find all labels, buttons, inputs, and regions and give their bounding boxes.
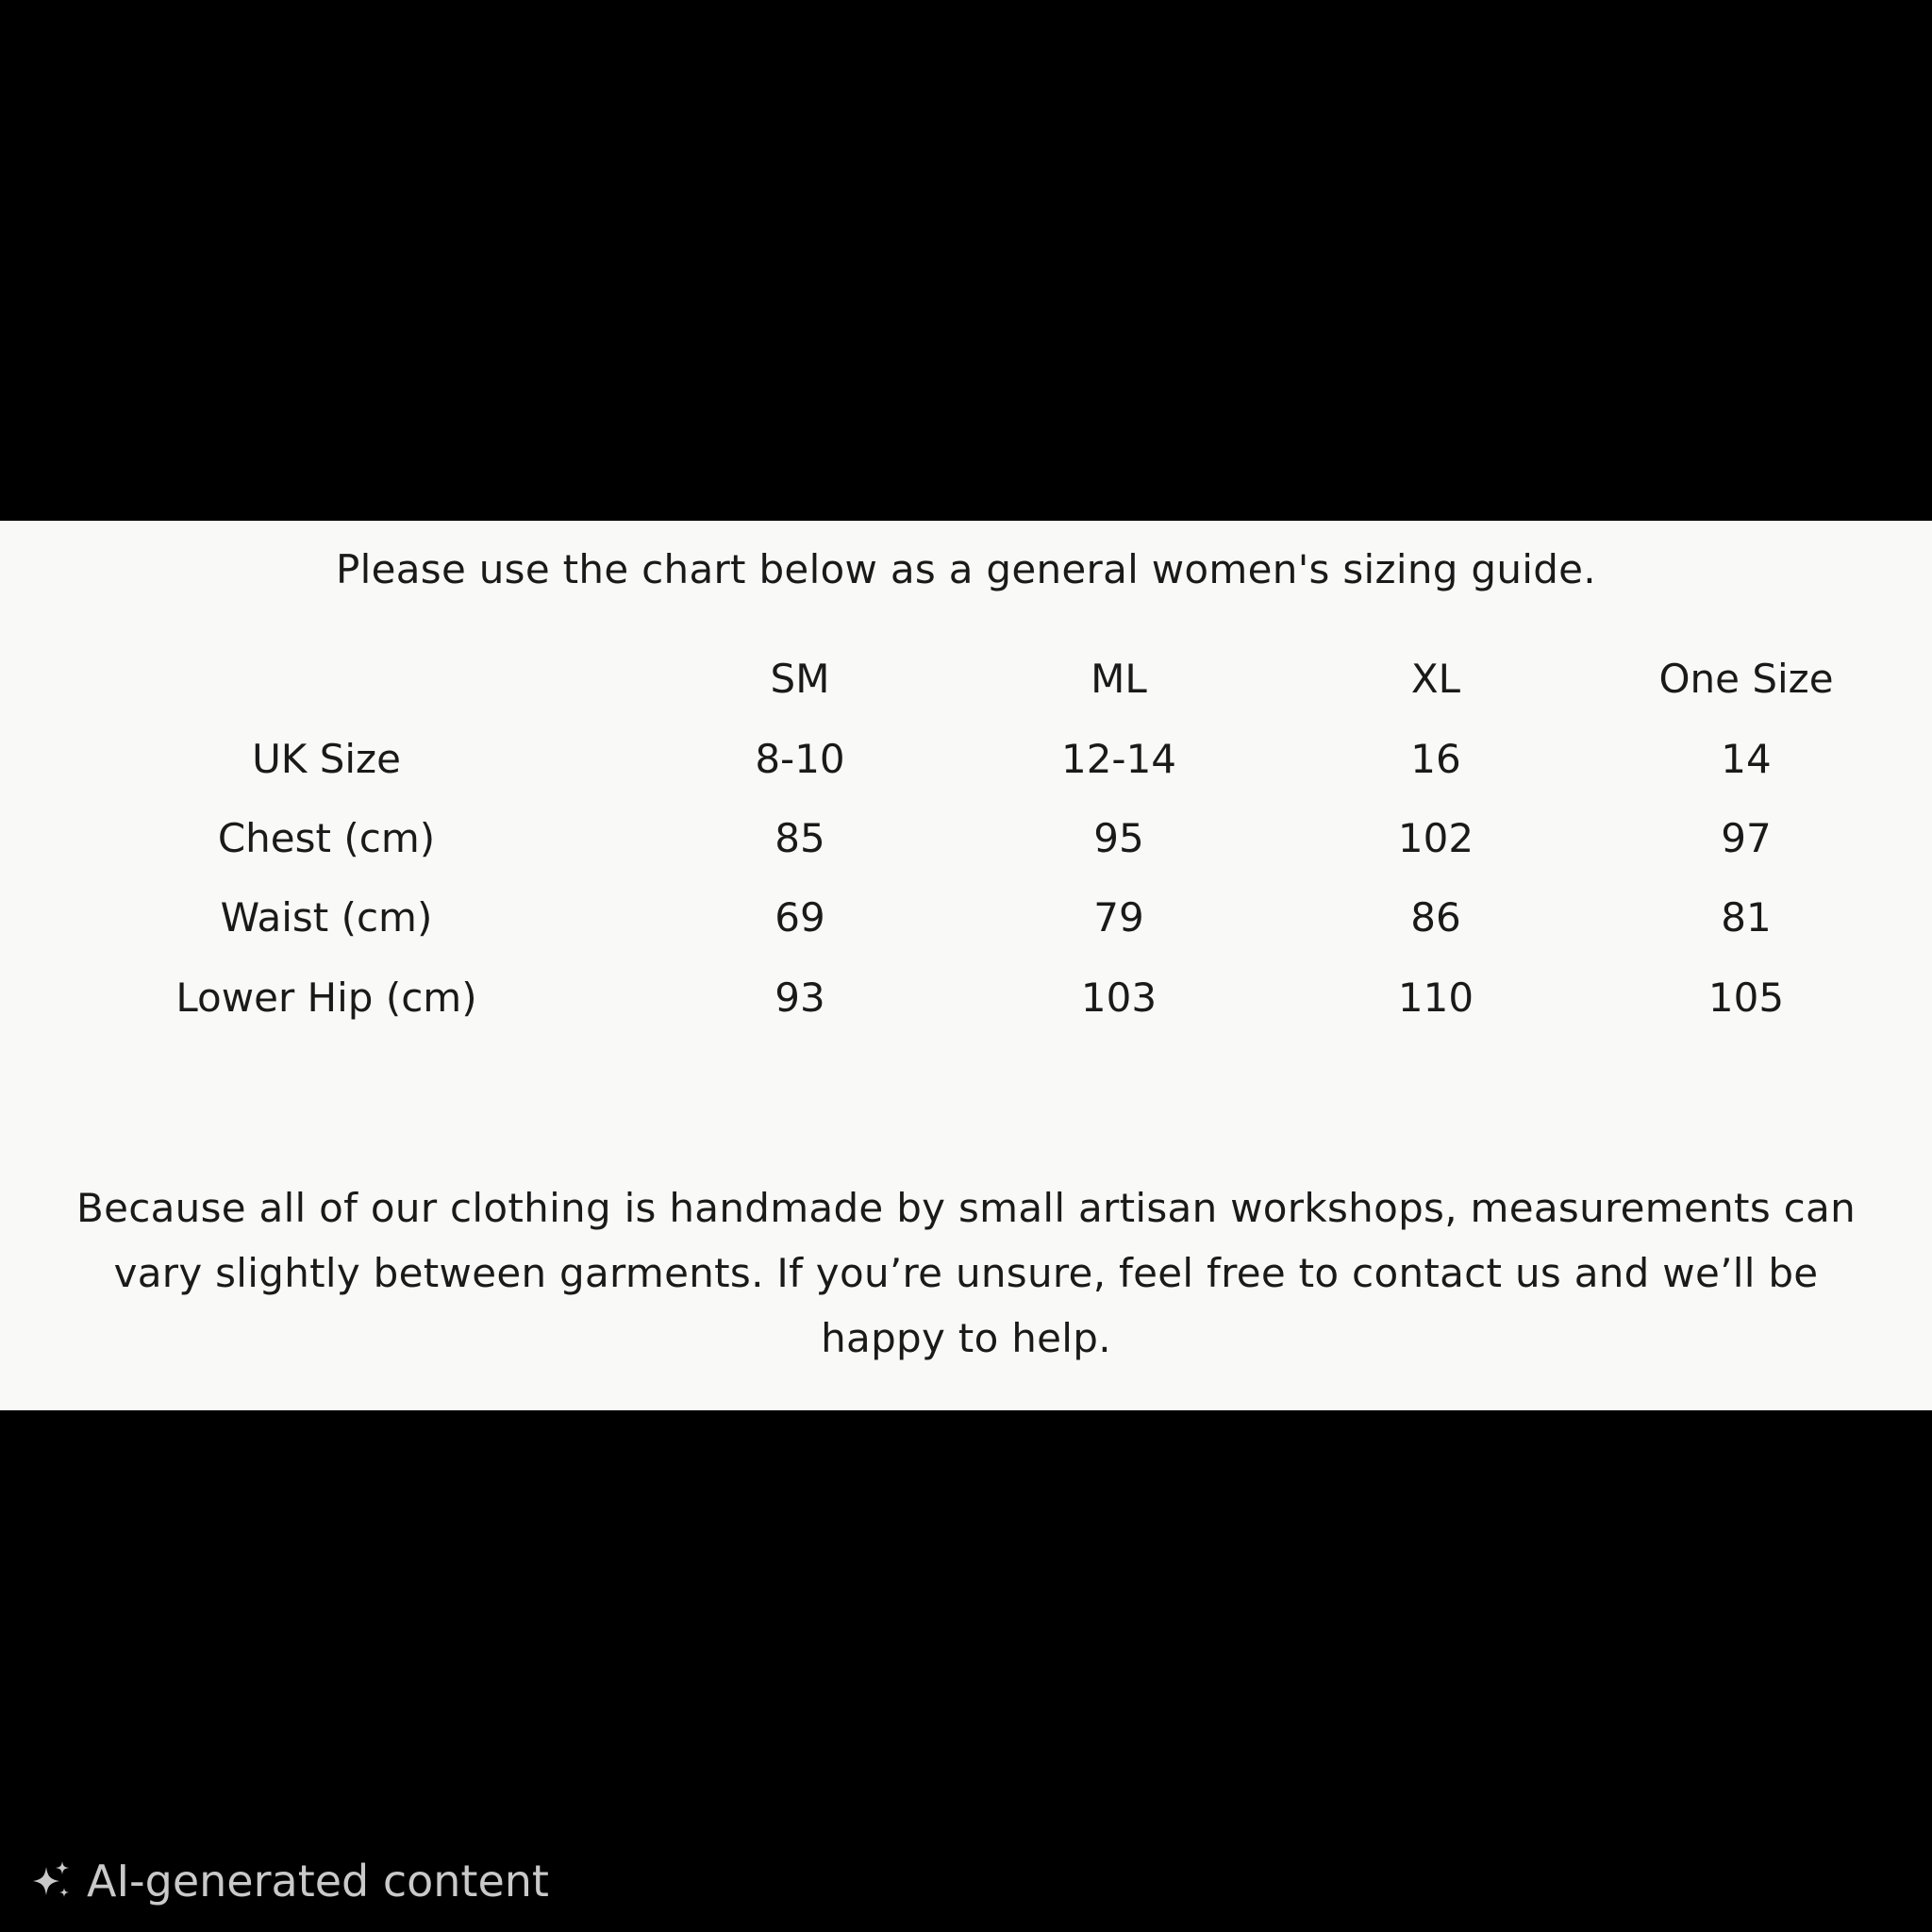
intro-text: Please use the chart below as a general women's sizing guide.	[336, 546, 1596, 592]
row-label: Waist (cm)	[220, 894, 433, 941]
table-cell: 103	[1080, 974, 1158, 1021]
column-header: One Size	[1658, 656, 1834, 702]
table-cell: 86	[1410, 894, 1461, 941]
table-cell: 79	[1093, 894, 1144, 941]
size-guide-panel	[0, 521, 1932, 1410]
table-cell: 12-14	[1060, 736, 1177, 782]
row-label: Chest (cm)	[217, 815, 436, 861]
table-cell: 97	[1721, 815, 1772, 861]
ai-generated-badge	[30, 1853, 549, 1909]
sparkle-icon	[30, 1859, 74, 1903]
table-cell: 105	[1707, 974, 1785, 1021]
table-cell: 102	[1397, 815, 1474, 861]
row-label: UK Size	[252, 736, 401, 782]
badge-label: AI-generated content	[87, 1856, 549, 1907]
column-header: ML	[1091, 656, 1147, 702]
table-cell: 69	[774, 894, 825, 941]
handmade-note	[0, 1175, 1932, 1371]
column-header: XL	[1410, 656, 1461, 702]
note-line: Because all of our clothing is handmade by small artisan workshops, measurements can	[75, 1185, 1857, 1231]
table-cell: 81	[1721, 894, 1772, 941]
column-header: SM	[770, 656, 830, 702]
table-cell: 16	[1410, 736, 1461, 782]
table-cell: 14	[1721, 736, 1772, 782]
table-cell: 85	[774, 815, 825, 861]
table-cell: 110	[1397, 974, 1474, 1021]
note-line: happy to help.	[821, 1315, 1111, 1361]
table-cell: 95	[1093, 815, 1144, 861]
table-cell: 8-10	[755, 736, 845, 782]
row-label: Lower Hip (cm)	[175, 974, 477, 1021]
note-line: vary slightly between garments. If you’re unsure, feel free to contact us and we’ll be	[113, 1250, 1819, 1296]
table-cell: 93	[774, 974, 825, 1021]
